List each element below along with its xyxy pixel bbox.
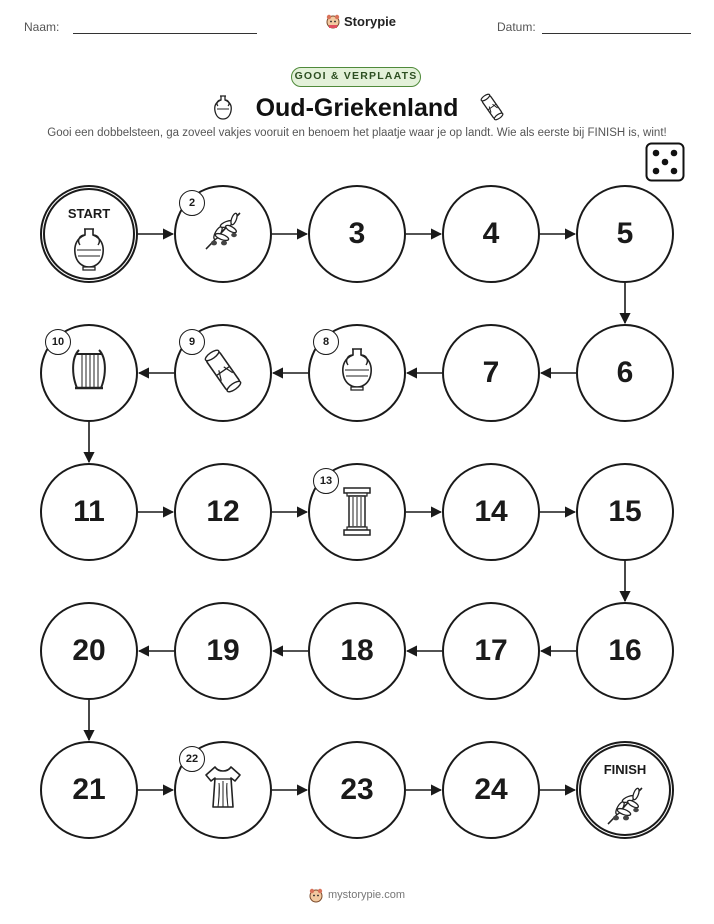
name-label: Naam: (24, 20, 60, 34)
space-number: 3 (348, 217, 366, 250)
space-number: 19 (206, 634, 240, 667)
board-space-18 (308, 602, 406, 700)
page-title: Oud-Griekenland (255, 94, 459, 122)
date-label: Datum: (497, 20, 536, 34)
scroll-icon (201, 346, 245, 401)
finish-space (576, 741, 674, 839)
board-space-12 (174, 463, 272, 561)
board-space-15 (576, 463, 674, 561)
brand-name: Storypie (344, 13, 397, 29)
start-label: START (67, 206, 111, 221)
olive-branch-icon (602, 782, 648, 833)
board-space-11 (40, 463, 138, 561)
space-number: 23 (340, 773, 374, 806)
instructions: Gooi een dobbelsteen, ga zoveel vakjes vooruit en benoem het plaatje waar je op landt. Wie als eerste bij FINISH is, wint! (47, 127, 667, 139)
board-space-19 (174, 602, 272, 700)
amphora-icon (70, 226, 108, 277)
finish-label: FINISH (603, 762, 647, 777)
footer-url[interactable]: mystorypie.com (328, 889, 406, 901)
board-space-24 (442, 741, 540, 839)
board-space-22 (174, 741, 272, 839)
space-number-badge: 9 (179, 329, 205, 355)
chiton-icon (203, 763, 243, 816)
space-number: 12 (206, 495, 240, 528)
footer (308, 887, 405, 903)
space-number: 20 (72, 634, 106, 667)
board-space-20 (40, 602, 138, 700)
space-number: 18 (340, 634, 374, 667)
board-space-5 (576, 185, 674, 283)
board-space-16 (576, 602, 674, 700)
board-space-17 (442, 602, 540, 700)
space-number: 4 (482, 217, 500, 250)
board-space-23 (308, 741, 406, 839)
board-space-14 (442, 463, 540, 561)
board-space-7 (442, 324, 540, 422)
amphora-icon (338, 346, 376, 397)
space-number: 21 (72, 773, 106, 806)
board-space-6 (576, 324, 674, 422)
column-icon (341, 485, 373, 544)
space-number: 6 (616, 356, 634, 389)
board-space-2 (174, 185, 272, 283)
start-space (40, 185, 138, 283)
space-number-badge: 2 (179, 190, 205, 216)
olive-branch-icon (200, 207, 246, 258)
board-space-8 (308, 324, 406, 422)
board-space-21 (40, 741, 138, 839)
space-number: 5 (616, 217, 634, 250)
space-number: 14 (474, 495, 508, 528)
space-number: 15 (608, 495, 642, 528)
space-number-badge: 22 (179, 746, 205, 772)
lyre-icon (69, 346, 109, 399)
board-space-10 (40, 324, 138, 422)
activity-badge: GOOI & VERPLAATS (291, 67, 421, 87)
space-number: 24 (474, 773, 508, 806)
board-space-3 (308, 185, 406, 283)
space-number: 11 (73, 495, 105, 528)
board-space-9 (174, 324, 272, 422)
space-number-badge: 8 (313, 329, 339, 355)
storypie-mascot-icon (308, 887, 324, 903)
space-number: 7 (482, 356, 500, 389)
space-number: 17 (474, 634, 508, 667)
space-number-badge: 10 (45, 329, 71, 355)
space-number: 16 (608, 634, 642, 667)
board-space-4 (442, 185, 540, 283)
space-number-badge: 13 (313, 468, 339, 494)
board-space-13 (308, 463, 406, 561)
